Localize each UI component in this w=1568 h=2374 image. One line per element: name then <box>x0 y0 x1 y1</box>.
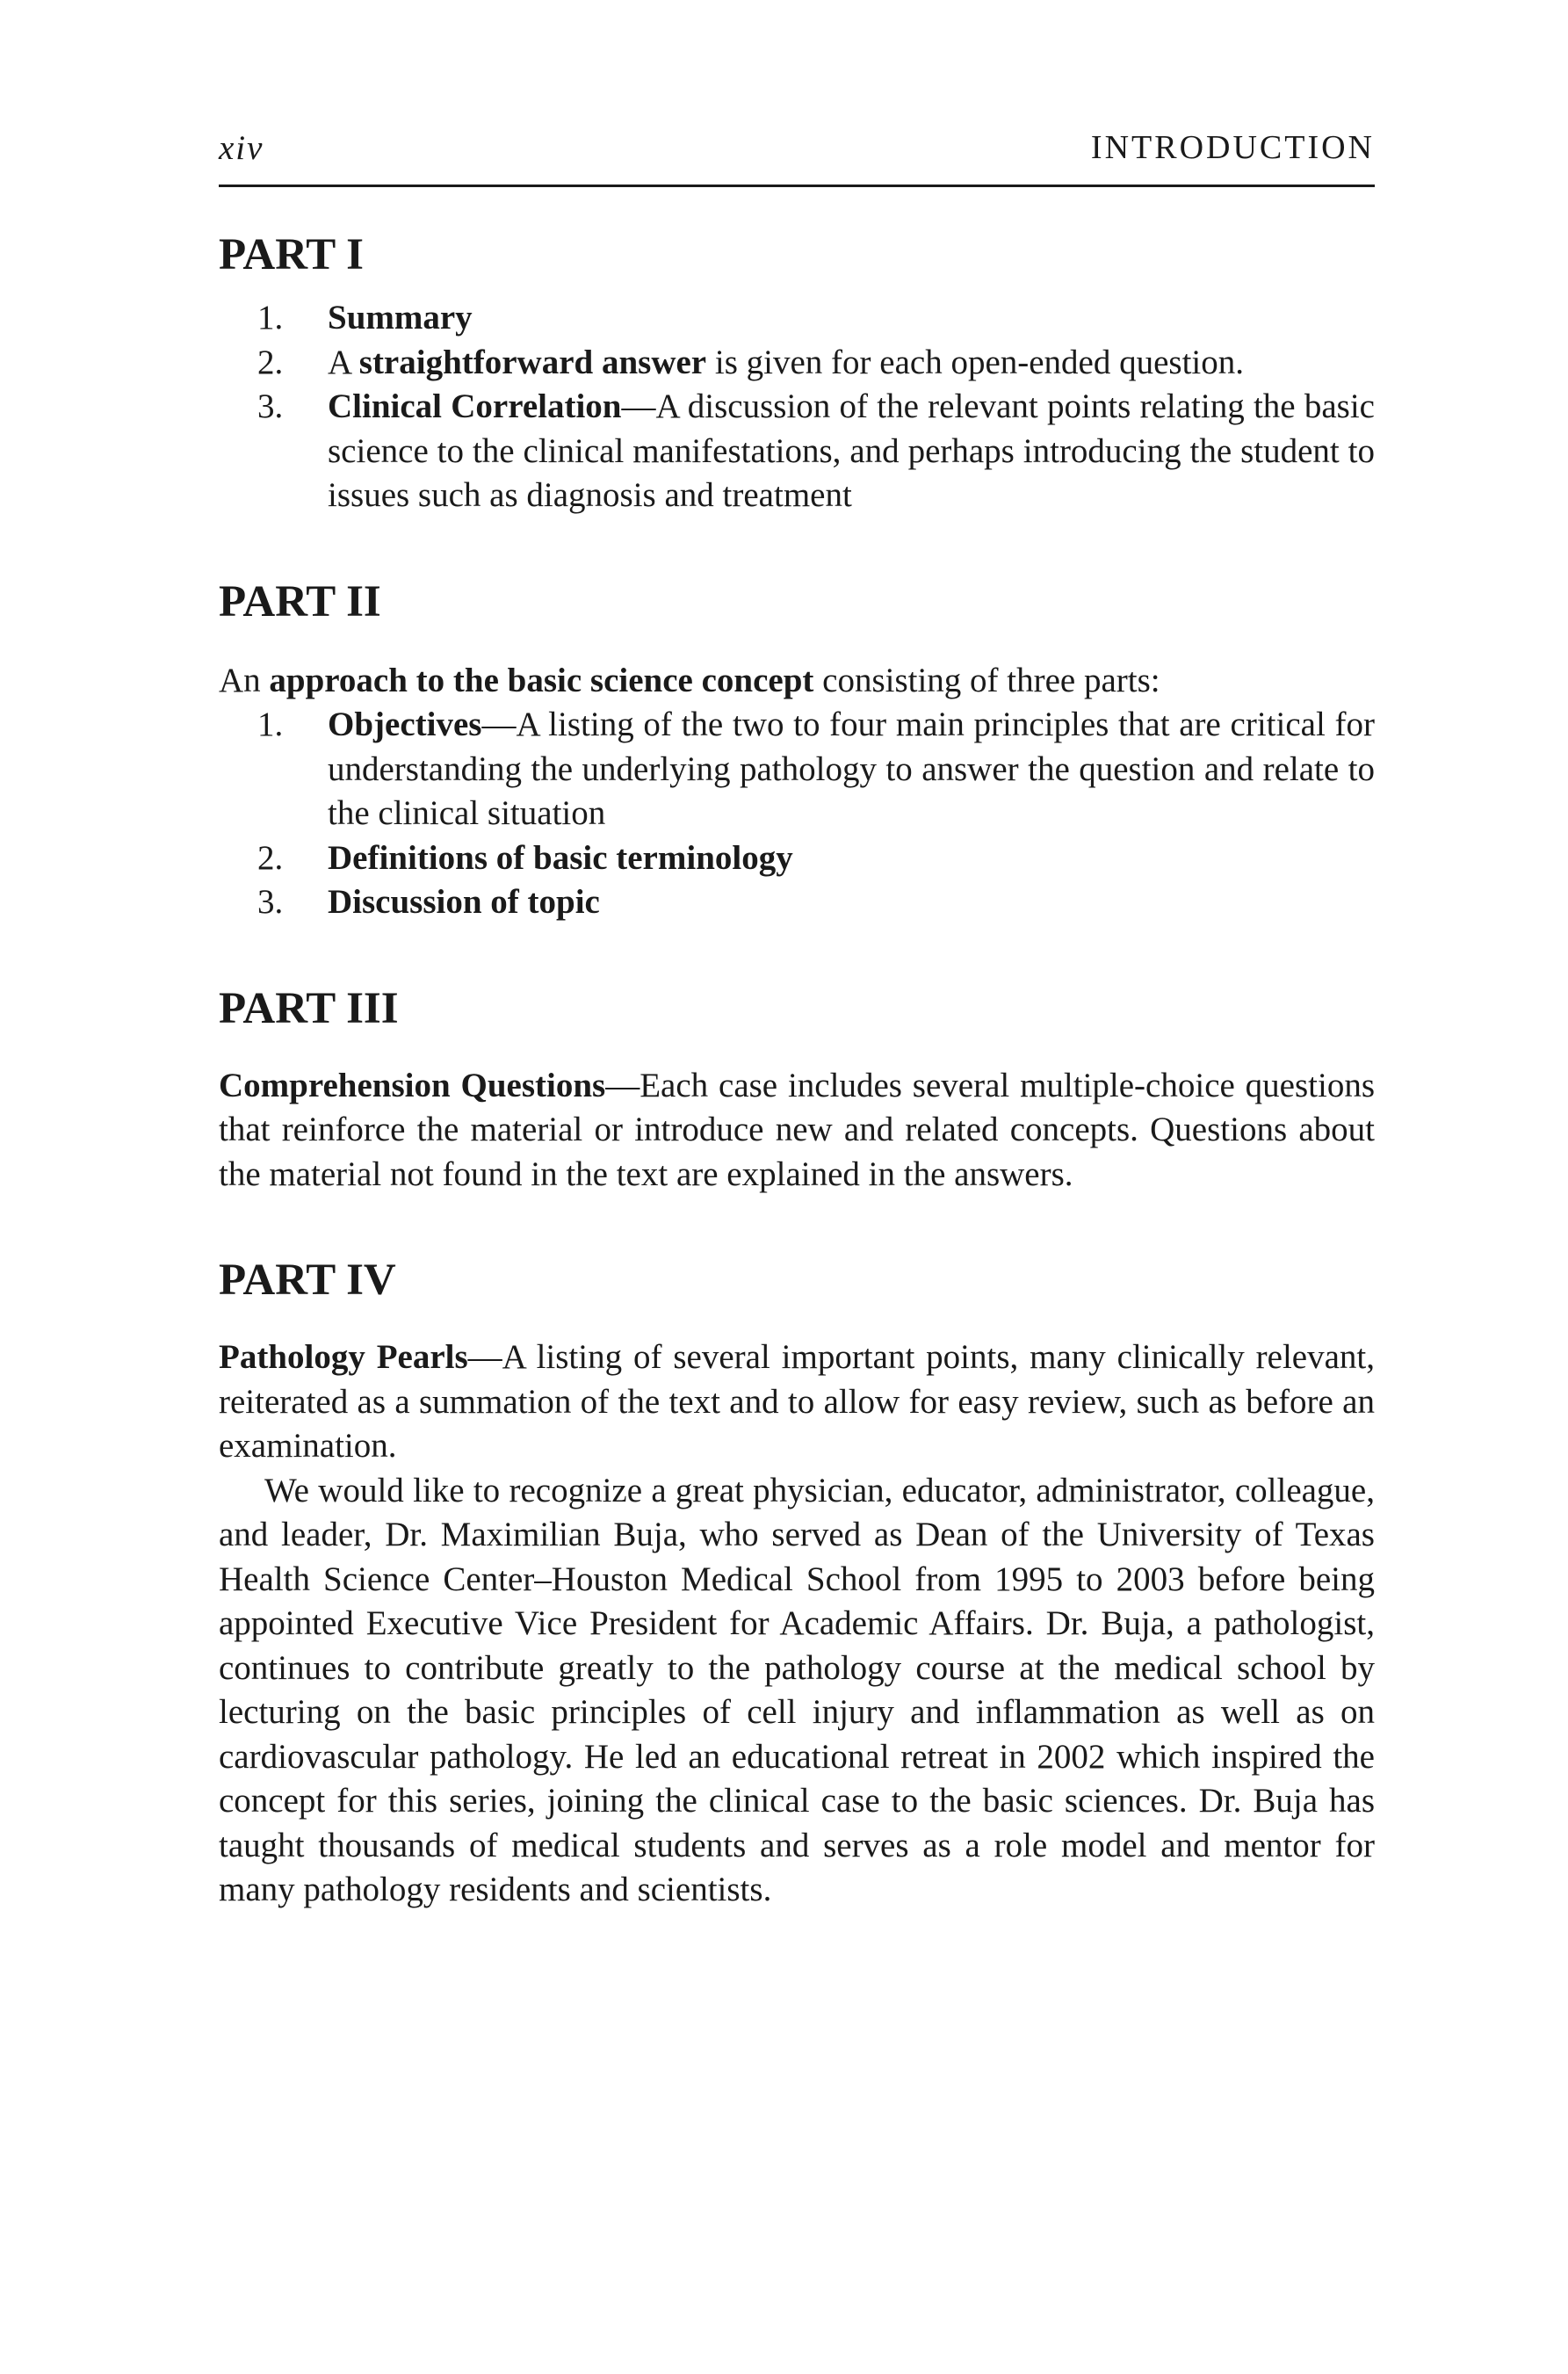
part-1-list <box>219 296 1375 518</box>
item-term: straightforward answer <box>358 343 707 381</box>
paragraph-term: Comprehension Questions <box>219 1066 606 1104</box>
list-item <box>219 385 1375 518</box>
list-number: 1. <box>257 706 284 743</box>
part-3-section <box>219 978 1375 1198</box>
list-number: 3. <box>257 387 284 425</box>
part-4-paragraph <box>219 1335 1375 1469</box>
list-item <box>219 341 1375 386</box>
page-header <box>219 128 1375 170</box>
item-term: Objectives <box>328 706 482 743</box>
list-item <box>219 296 1375 341</box>
part-2-section <box>219 571 1375 925</box>
part-3-paragraph <box>219 1064 1375 1198</box>
part-3-heading: PART III <box>219 983 399 1033</box>
part-1-heading: PART I <box>219 230 364 279</box>
page-content <box>219 224 1375 1913</box>
list-number: 1. <box>257 299 284 337</box>
item-prefix: A <box>328 343 359 381</box>
intro-suffix: consisting of three parts: <box>813 661 1160 699</box>
intro-term: approach to the basic science concept <box>269 661 814 699</box>
header-rule <box>219 185 1375 187</box>
item-text: —A listing of the two to four main principles that are critical for understanding the underlying pathology to answer the question and relate to the clinical situation <box>328 706 1375 832</box>
paragraph-term: Pathology Pearls <box>219 1338 468 1376</box>
item-text: is given for each open-ended question. <box>706 343 1245 381</box>
part-1-section <box>219 224 1375 518</box>
intro-prefix: An <box>219 661 270 699</box>
page-number: xiv <box>219 129 264 167</box>
part-2-heading: PART II <box>219 576 381 626</box>
paragraph-text: —Each case includes several multiple-choice questions that reinforce the material or introduce new and related concepts. Questions about the material not found in the text are explained in the answers. <box>219 1066 1376 1193</box>
acknowledgment-paragraph: We would like to recognize a great physician, educator, administrator, colleague, and leader, Dr. Maximilian Buja, who served as Dean of the University of Texas Health Science Center–Houston Medical School from 1995 to 2003 before being appointed Executive Vice President for Academic Affairs. Dr. Buja, a pathologist, continues to contribute greatly to the pathology course at the medical school by lecturing on the basic principles of cell injury and inflammation as well as on cardiovascular pathology. He led an educational retreat in 2002 which inspired the concept for this series, joining the clinical case to the basic sciences. Dr. Buja has taught thousands of medical students and serves as a role model and mentor for many pathology residents and scientists. <box>219 1471 1375 1908</box>
paragraph-text: —A listing of several important points, many clinically relevant, reiterated as a summation of the text and to allow for easy review, such as before an examination. <box>219 1338 1375 1465</box>
item-term: Summary <box>328 299 473 337</box>
item-term: Clinical Correlation <box>328 387 622 425</box>
item-term: Definitions of basic terminology <box>328 838 793 877</box>
list-number: 2. <box>257 343 284 381</box>
list-item <box>219 880 1375 925</box>
running-title: INTRODUCTION <box>1090 129 1375 166</box>
item-term: Discussion of topic <box>328 883 600 921</box>
part-4-section <box>219 1249 1375 1913</box>
part-2-intro <box>219 659 1375 704</box>
list-number: 2. <box>257 838 284 877</box>
part-4-heading: PART IV <box>219 1256 396 1305</box>
list-item <box>219 836 1375 881</box>
item-text: —A discussion of the relevant points relating the basic science to the clinical manifestations, and perhaps introducing the student to issues such as diagnosis and treatment <box>328 387 1375 514</box>
part-2-list <box>219 703 1375 925</box>
list-item <box>219 703 1375 836</box>
list-number: 3. <box>257 883 284 921</box>
